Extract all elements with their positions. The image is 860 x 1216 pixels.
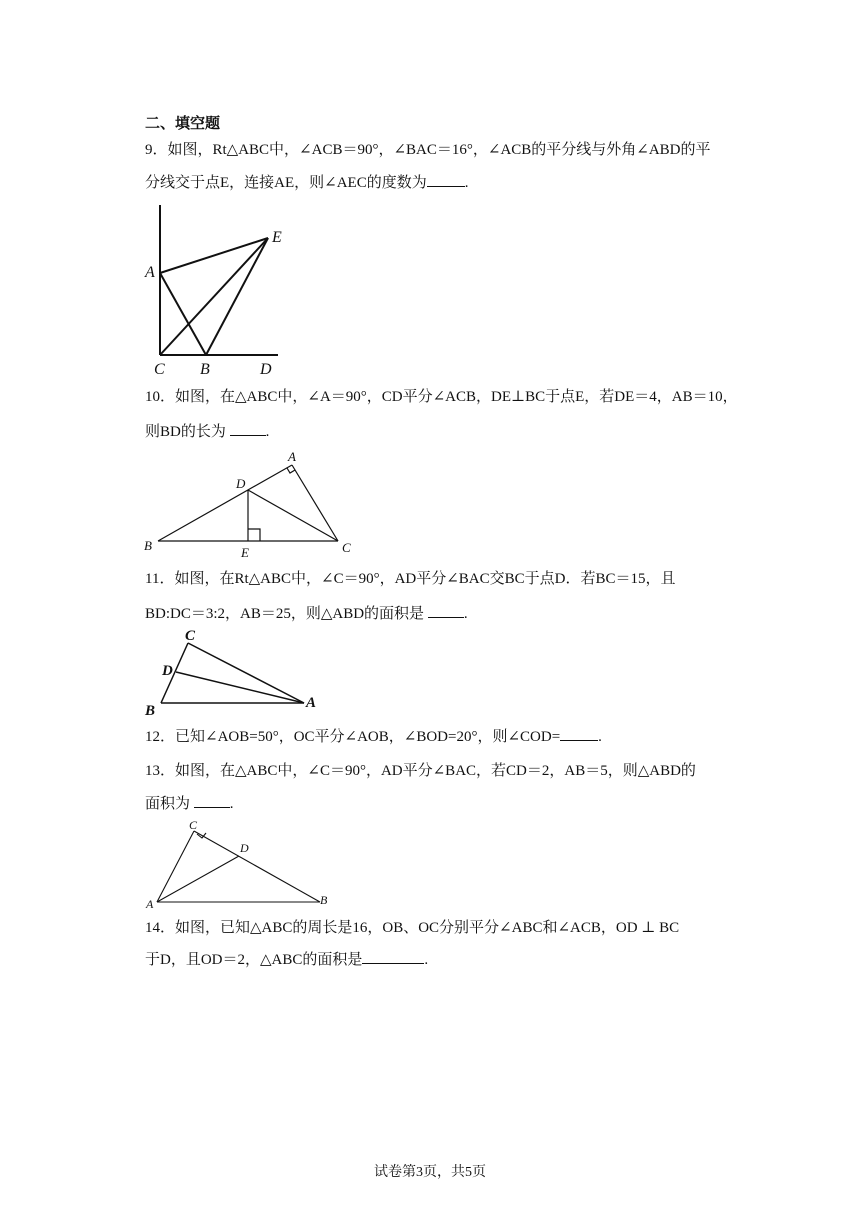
q14-period: . bbox=[424, 952, 429, 968]
q11-line2 bbox=[145, 603, 468, 625]
q12-line1 bbox=[145, 726, 602, 748]
q12-period: . bbox=[598, 729, 602, 745]
q11-segment-da bbox=[176, 672, 304, 703]
q10-right-angle-e bbox=[248, 529, 260, 541]
q10-segment-ac bbox=[292, 465, 338, 541]
q10-label-d: D bbox=[236, 476, 246, 491]
q13-text: 面积为 bbox=[145, 796, 191, 812]
q13-label-c: C bbox=[189, 818, 198, 832]
q13-figure bbox=[140, 818, 340, 910]
q13-line1: 13．如图，在△ABC中，∠C＝90°，AD平分∠BAC，若CD＝2，AB＝5，则△ABD的 bbox=[145, 763, 696, 779]
q11-segment-ca bbox=[188, 643, 304, 703]
q11-label-a: A bbox=[306, 695, 317, 711]
q9-line2 bbox=[145, 172, 468, 194]
q11-label-c: C bbox=[185, 628, 196, 644]
q10-line1: 10．如图，在△ABC中，∠A＝90°，CD平分∠ACB，DE⊥BC于点E，若DE＝4，AB＝10， bbox=[145, 389, 738, 405]
q9-label-a: A bbox=[145, 264, 155, 281]
q9-line1: 9．如图，Rt△ABC中，∠ACB＝90°，∠BAC＝16°，∠ACB的平分线与外角∠ABD的平 bbox=[145, 142, 711, 158]
q10-text: 则BD的长为 bbox=[145, 424, 226, 440]
q10-answer-blank[interactable] bbox=[230, 421, 266, 436]
section-title: 二、填空题 bbox=[145, 116, 221, 132]
q9-label-d: D bbox=[260, 361, 272, 378]
q14-line1: 14．如图，已知△ABC的周长是16，OB、OC分别平分∠ABC和∠ACB，OD ⊥ BC bbox=[145, 920, 680, 936]
q10-period: . bbox=[265, 424, 270, 440]
page-footer: 试卷第3页，共5页 bbox=[374, 1165, 486, 1180]
q9-figure bbox=[140, 200, 300, 380]
q9-label-b: B bbox=[200, 361, 210, 378]
q13-period: . bbox=[229, 796, 234, 812]
q13-answer-blank[interactable] bbox=[194, 793, 230, 808]
q14-line2 bbox=[145, 949, 428, 971]
q13-line2 bbox=[145, 793, 234, 815]
q9-label-e: E bbox=[272, 229, 282, 246]
q9-period: . bbox=[464, 175, 469, 191]
q11-label-d: D bbox=[162, 663, 173, 679]
q9-answer-blank[interactable] bbox=[427, 172, 465, 187]
q14-text: 于D，且OD＝2，△ABC的面积是 bbox=[145, 952, 363, 968]
q12-text: 12．已知∠AOB=50°，OC平分∠AOB，∠BOD=20°，则∠COD= bbox=[145, 729, 561, 745]
q11-line1: 11．如图，在Rt△ABC中，∠C＝90°，AD平分∠BAC交BC于点D．若BC＝15，且 bbox=[145, 571, 676, 587]
q10-segment-dc bbox=[248, 490, 338, 541]
q11-period: . bbox=[463, 606, 468, 622]
q14-answer-blank[interactable] bbox=[362, 949, 424, 964]
q9-text: 分线交于点E，连接AE，则∠AEC的度数为 bbox=[145, 175, 427, 191]
q13-label-d: D bbox=[240, 841, 249, 855]
q10-line2 bbox=[145, 421, 269, 443]
q13-label-a: A bbox=[146, 897, 154, 911]
q10-figure bbox=[140, 448, 370, 563]
q10-label-e: E bbox=[241, 545, 249, 560]
q11-figure bbox=[140, 627, 330, 719]
q12-answer-blank[interactable] bbox=[560, 726, 598, 741]
q13-label-b: B bbox=[320, 893, 328, 907]
q10-label-b: B bbox=[144, 538, 152, 553]
q10-label-c: C bbox=[342, 540, 351, 555]
q10-label-a: A bbox=[288, 449, 296, 464]
q9-label-c: C bbox=[154, 361, 165, 378]
q11-text: BD:DC＝3:2，AB＝25，则△ABD的面积是 bbox=[145, 606, 425, 622]
q11-answer-blank[interactable] bbox=[428, 603, 464, 618]
q13-segment-cb bbox=[194, 831, 320, 902]
q11-label-b: B bbox=[145, 703, 156, 719]
